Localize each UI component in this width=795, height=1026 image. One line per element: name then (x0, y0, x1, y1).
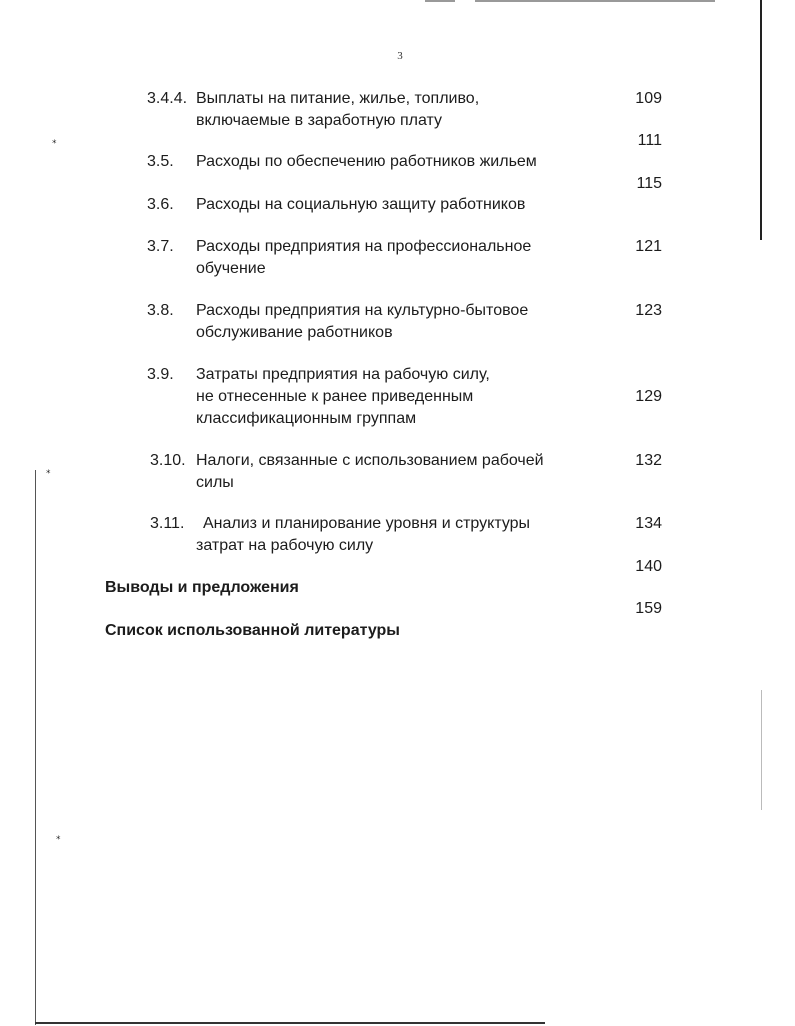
toc-entry-page: 132 (635, 452, 662, 469)
toc-entry-title: Расходы предприятия на культурно-бытовое (196, 302, 529, 319)
section-page: 159 (635, 600, 662, 617)
toc-entry-number: 3.11. (150, 515, 185, 532)
toc-entry-number: 3.8. (147, 302, 174, 319)
toc-entry-number: 3.6. (147, 196, 174, 213)
page-number: 3 (397, 50, 403, 62)
toc-entry-title: Анализ и планирование уровня и структуры (203, 515, 531, 532)
scan-edge-left (35, 470, 36, 1025)
section-title: Список использованной литературы (105, 622, 400, 639)
toc-entry-title: Расходы на социальную защиту работников (196, 196, 526, 213)
toc-entry-page: 111 (637, 132, 662, 149)
toc-entry-page: 121 (635, 238, 662, 255)
section-page: 140 (635, 558, 662, 575)
toc-entry-title: обслуживание работников (196, 324, 393, 341)
toc-entry-number: 3.7. (147, 238, 174, 255)
toc-entry-title: классификационным группам (196, 410, 417, 427)
toc-entry-title: Расходы по обеспечению работников жильем (196, 153, 537, 170)
toc-entry-page: 123 (635, 302, 662, 319)
toc-entry-title: силы (196, 474, 234, 491)
scan-edge-right (760, 0, 762, 240)
toc-entry-number: 3.4.4. (147, 90, 188, 107)
toc-entry-number: 3.10. (150, 452, 186, 469)
toc-entry-page: 129 (635, 388, 662, 405)
toc-entry-title: Налоги, связанные с использованием рабочей (196, 452, 544, 469)
scan-edge-top (395, 0, 715, 2)
scan-speck: ⁎ (46, 466, 51, 476)
toc-entry-page: 134 (635, 515, 662, 532)
scan-speck: ⁎ (56, 832, 61, 842)
toc-entry-title: Затраты предприятия на рабочую силу, (196, 366, 490, 383)
scan-edge-right-faint (761, 690, 762, 810)
toc-entry-title: включаемые в заработную плату (196, 112, 442, 129)
toc-entry-title: Выплаты на питание, жилье, топливо, (196, 90, 480, 107)
toc-entry-title: затрат на рабочую силу (196, 537, 374, 554)
section-title: Выводы и предложения (105, 579, 299, 596)
toc-entry-number: 3.5. (147, 153, 174, 170)
scan-speck: ⁎ (52, 136, 57, 146)
toc-entry-page: 115 (636, 175, 662, 192)
toc-entry-page: 109 (635, 90, 662, 107)
toc-entry-title: обучение (196, 260, 266, 277)
toc-entry-title: Расходы предприятия на профессиональное (196, 238, 532, 255)
toc-entry-title: не отнесенные к ранее приведенным (196, 388, 474, 405)
toc-entry-number: 3.9. (147, 366, 174, 383)
scan-edge-bottom (35, 1022, 545, 1024)
